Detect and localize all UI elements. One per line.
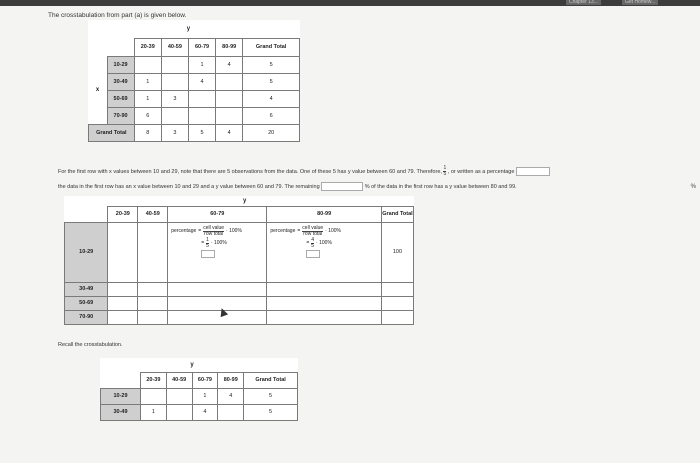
table-cell: 6 [243, 107, 300, 124]
row-header: 50-69 [107, 90, 134, 107]
crosstab-table-2 [100, 358, 298, 421]
table-cell: 1 [141, 404, 167, 420]
fraction: $\frac{1}{5}$ [443, 165, 447, 177]
table-cell: 4 [216, 56, 243, 73]
table-cell: 4 [218, 388, 244, 404]
table-cell: 8 [134, 124, 161, 141]
table-cell: 1 [134, 90, 161, 107]
col-header: 60-79 [168, 206, 267, 222]
table-cell [108, 222, 138, 282]
table-cell [216, 90, 243, 107]
col-header: 40-59 [166, 372, 192, 388]
explanation-text: For the first row with x values between 10 and 29, note that there are 5 observations from the data. One of these 5 has y value between 60 and 79. Therefore, [58, 168, 442, 175]
table-cell: 3 [161, 90, 188, 107]
table-cell: 5 [243, 56, 300, 73]
percentage-answer-input-2[interactable] [321, 182, 363, 191]
table-cell [138, 222, 168, 282]
col-header: 80-99 [216, 38, 243, 56]
table-cell: 5 [243, 73, 300, 90]
percentage-cell-80-99: percentage = $\frac{\text{cell value}}{\text{row total}}$ · 100% = $\frac{4}{5}$ · 100% [267, 222, 382, 282]
row-header: 50-69 [65, 296, 108, 310]
percentage-answer-input-1[interactable] [516, 167, 550, 176]
intro-text: The crosstabulation from part (a) is given below. [48, 12, 187, 19]
table-cell [161, 73, 188, 90]
table-cell [166, 388, 192, 404]
table-cell: 5 [244, 388, 298, 404]
table-cell [161, 56, 188, 73]
row-header: 10-29 [101, 388, 141, 404]
row-header: 10-29 [107, 56, 134, 73]
table-cell: 20 [243, 124, 300, 141]
table-cell: 4 [216, 124, 243, 141]
browser-tab[interactable]: Chapter 13... [566, 0, 601, 5]
x-axis-label: x [95, 86, 100, 93]
row-header: 30-49 [101, 404, 141, 420]
table-cell [218, 404, 244, 420]
crosstab-table-1 [88, 20, 300, 142]
table-cell [216, 107, 243, 124]
y-axis-label: y [186, 25, 191, 32]
row-header: 70-90 [65, 310, 108, 324]
explanation-line-1: For the first row with x values between 10 and 29, note that there are 5 observations from the data. One of these 5 has y value between 60 and 79. Therefore, $\frac{1}{5}$ , or written as a percentage [58, 166, 550, 177]
answer-input[interactable] [306, 250, 320, 258]
table-cell [161, 107, 188, 124]
explanation-text: the data in the first row has an x value between 10 and 29 and a y value between 60 and 79. The remaining [58, 183, 320, 190]
col-header: 60-79 [188, 38, 215, 56]
table-cell: 4 [192, 404, 218, 420]
table-cell [134, 56, 161, 73]
row-header: 30-49 [107, 73, 134, 90]
col-header: Grand Total [244, 372, 298, 388]
col-header: 80-99 [218, 372, 244, 388]
row-header: 10-29 [65, 222, 108, 282]
row-total-cell: 100 [381, 222, 413, 282]
col-header: 60-79 [192, 372, 218, 388]
col-header: Grand Total [243, 38, 300, 56]
browser-tab[interactable]: Get Homew... [622, 0, 658, 5]
table-cell [216, 73, 243, 90]
table-cell [188, 107, 215, 124]
y-axis-label: y [242, 197, 247, 204]
row-header: 70-90 [107, 107, 134, 124]
table-cell [166, 404, 192, 420]
table-cell: 5 [244, 404, 298, 420]
table-cell: 4 [188, 73, 215, 90]
side-percent: % [690, 184, 696, 190]
col-header: Grand Total [381, 206, 413, 222]
table-cell: 5 [188, 124, 215, 141]
table-cell: 3 [161, 124, 188, 141]
table-cell [188, 90, 215, 107]
col-header: 20-39 [134, 38, 161, 56]
table-cell: 1 [192, 388, 218, 404]
answer-input[interactable] [201, 250, 215, 258]
col-header: 20-39 [141, 372, 167, 388]
col-header: 40-59 [138, 206, 168, 222]
col-header: 40-59 [161, 38, 188, 56]
recall-text: Recall the crosstabulation. [58, 342, 123, 348]
percentage-table [64, 196, 414, 325]
col-header: 20-39 [108, 206, 138, 222]
explanation-line-2: the data in the first row has an x value between 10 and 29 and a y value between 60 and 79. The remaining % of the data in the first row has a y value between 80 and 99. [58, 183, 517, 190]
col-header: 80-99 [267, 206, 382, 222]
percentage-cell-60-79: percentage = $\frac{\text{cell value}}{\text{row total}}$ · 100% = $\frac{1}{5}$ · 100% [168, 222, 267, 282]
grand-total-label: Grand Total [89, 124, 135, 141]
table-cell [141, 388, 167, 404]
table-cell: 4 [243, 90, 300, 107]
y-axis-label: y [190, 361, 194, 368]
question-page [0, 6, 700, 463]
table-cell: 1 [188, 56, 215, 73]
table-cell: 6 [134, 107, 161, 124]
table-cell: 1 [134, 73, 161, 90]
row-header: 30-49 [65, 282, 108, 296]
